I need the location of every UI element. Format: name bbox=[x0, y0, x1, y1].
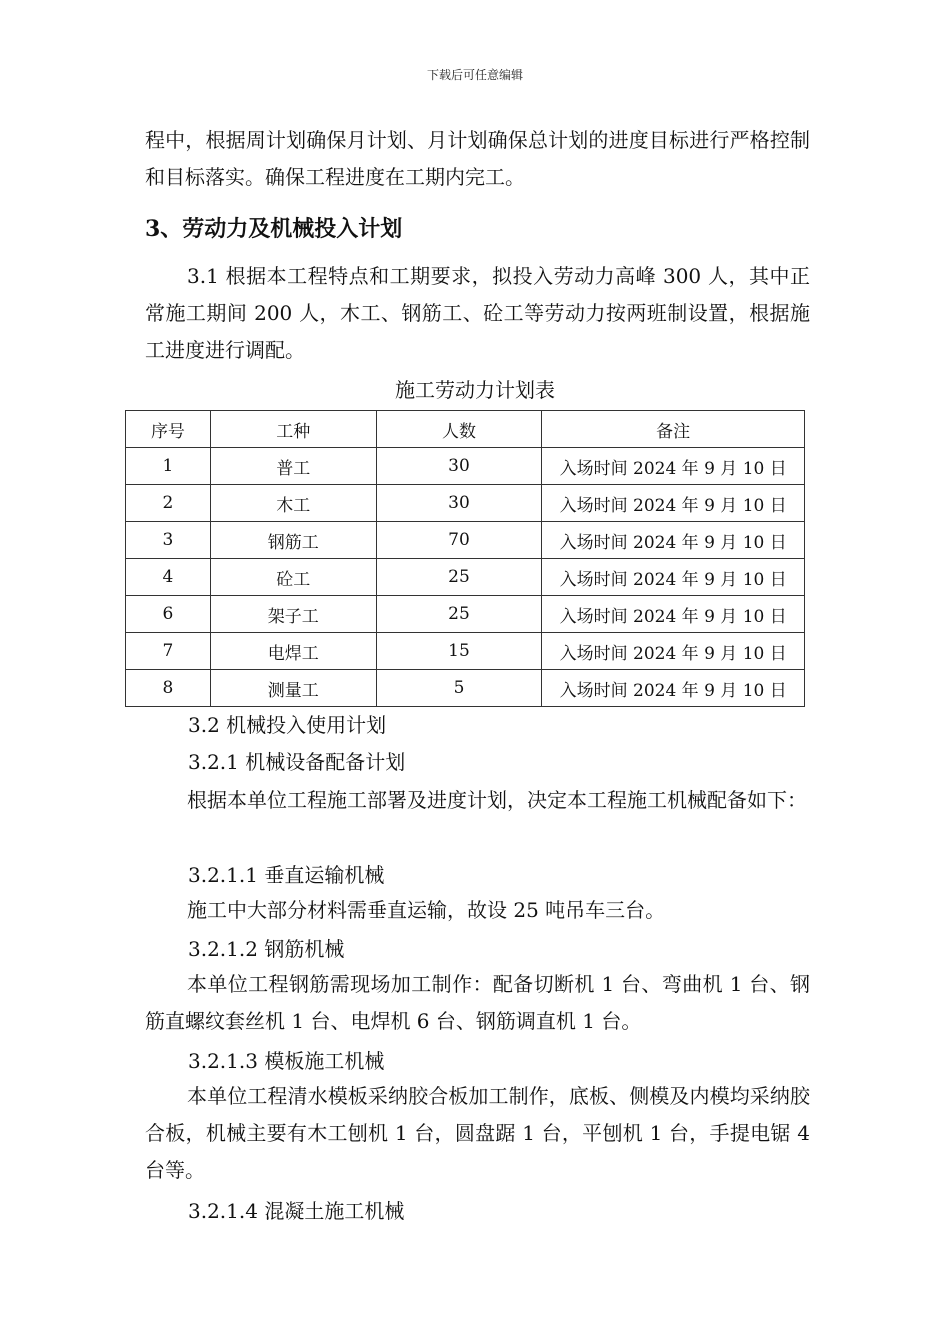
cell-seq: 6 bbox=[126, 596, 211, 633]
header-cell-remark: 备注 bbox=[542, 411, 805, 448]
paragraph-3-1: 3.1 根据本工程特点和工期要求，拟投入劳动力高峰 300 人，其中正常施工期间 200 人，木工、钢筋工、砼工等劳动力按两班制设置，根据施工进度进行调配。 bbox=[145, 264, 810, 362]
cell-seq: 7 bbox=[126, 633, 211, 670]
cell-count: 25 bbox=[376, 596, 542, 633]
cell-seq: 2 bbox=[126, 485, 211, 522]
paragraph-3-2-1-3: 本单位工程清水模板采纳胶合板加工制作，底板、侧模及内模均采纳胶合板，机械主要有木工刨机 1 台，圆盘踞 1 台，平刨机 1 台，手提电锯 4 台等。 bbox=[145, 1084, 810, 1182]
cell-count: 5 bbox=[376, 670, 542, 707]
cell-trade: 测量工 bbox=[210, 670, 376, 707]
cell-seq: 8 bbox=[126, 670, 211, 707]
cell-count: 25 bbox=[376, 559, 542, 596]
cell-remark: 入场时间 2024 年 9 月 10 日 bbox=[542, 670, 805, 707]
page-header: 下载后可任意编辑 bbox=[426, 68, 523, 82]
cell-remark: 入场时间 2024 年 9 月 10 日 bbox=[542, 448, 805, 485]
cell-trade: 钢筋工 bbox=[210, 522, 376, 559]
header-cell-count: 人数 bbox=[376, 411, 542, 448]
cell-count: 15 bbox=[376, 633, 542, 670]
cell-count: 30 bbox=[376, 485, 542, 522]
heading-3-2-1-3: 3.2.1.3 模板施工机械 bbox=[188, 1049, 385, 1073]
paragraph-3-2-1-1: 施工中大部分材料需垂直运输，故设 25 吨吊车三台。 bbox=[187, 898, 666, 922]
table-row bbox=[126, 448, 805, 485]
cell-seq: 1 bbox=[126, 448, 211, 485]
heading-3-2-1-2: 3.2.1.2 钢筋机械 bbox=[188, 937, 345, 961]
cell-trade: 木工 bbox=[210, 485, 376, 522]
labor-plan-table bbox=[125, 410, 805, 707]
paragraph-3-2-1-2: 本单位工程钢筋需现场加工制作：配备切断机 1 台、弯曲机 1 台、钢筋直螺纹套丝机 1 台、电焊机 6 台、钢筋调直机 1 台。 bbox=[145, 972, 810, 1033]
heading-3-2-1-4: 3.2.1.4 混凝土施工机械 bbox=[188, 1199, 405, 1223]
section-3-heading: 3、劳动力及机械投入计划 bbox=[145, 216, 403, 242]
cell-remark: 入场时间 2024 年 9 月 10 日 bbox=[542, 559, 805, 596]
cell-remark: 入场时间 2024 年 9 月 10 日 bbox=[542, 522, 805, 559]
table-row bbox=[126, 596, 805, 633]
cell-count: 70 bbox=[376, 522, 542, 559]
cell-seq: 3 bbox=[126, 522, 211, 559]
cell-trade: 普工 bbox=[210, 448, 376, 485]
table-row bbox=[126, 633, 805, 670]
table-row bbox=[126, 485, 805, 522]
paragraph-continuation: 程中，根据周计划确保月计划、月计划确保总计划的进度目标进行严格控制和目标落实。确保工程进度在工期内完工。 bbox=[145, 128, 810, 189]
cell-count: 30 bbox=[376, 448, 542, 485]
cell-remark: 入场时间 2024 年 9 月 10 日 bbox=[542, 485, 805, 522]
heading-3-2: 3.2 机械投入使用计划 bbox=[188, 713, 387, 737]
heading-3-2-1: 3.2.1 机械设备配备计划 bbox=[188, 750, 406, 774]
cell-trade: 砼工 bbox=[210, 559, 376, 596]
paragraph-3-2-1: 根据本单位工程施工部署及进度计划，决定本工程施工机械配备如下： bbox=[187, 788, 807, 812]
cell-remark: 入场时间 2024 年 9 月 10 日 bbox=[542, 633, 805, 670]
header-cell-trade: 工种 bbox=[210, 411, 376, 448]
table-row bbox=[126, 559, 805, 596]
cell-seq: 4 bbox=[126, 559, 211, 596]
heading-3-2-1-1: 3.2.1.1 垂直运输机械 bbox=[188, 863, 385, 887]
table-row bbox=[126, 670, 805, 707]
table-caption: 施工劳动力计划表 bbox=[395, 378, 555, 402]
table-header-row bbox=[126, 411, 805, 448]
cell-trade: 电焊工 bbox=[210, 633, 376, 670]
cell-trade: 架子工 bbox=[210, 596, 376, 633]
header-cell-seq: 序号 bbox=[126, 411, 211, 448]
cell-remark: 入场时间 2024 年 9 月 10 日 bbox=[542, 596, 805, 633]
table-row bbox=[126, 522, 805, 559]
